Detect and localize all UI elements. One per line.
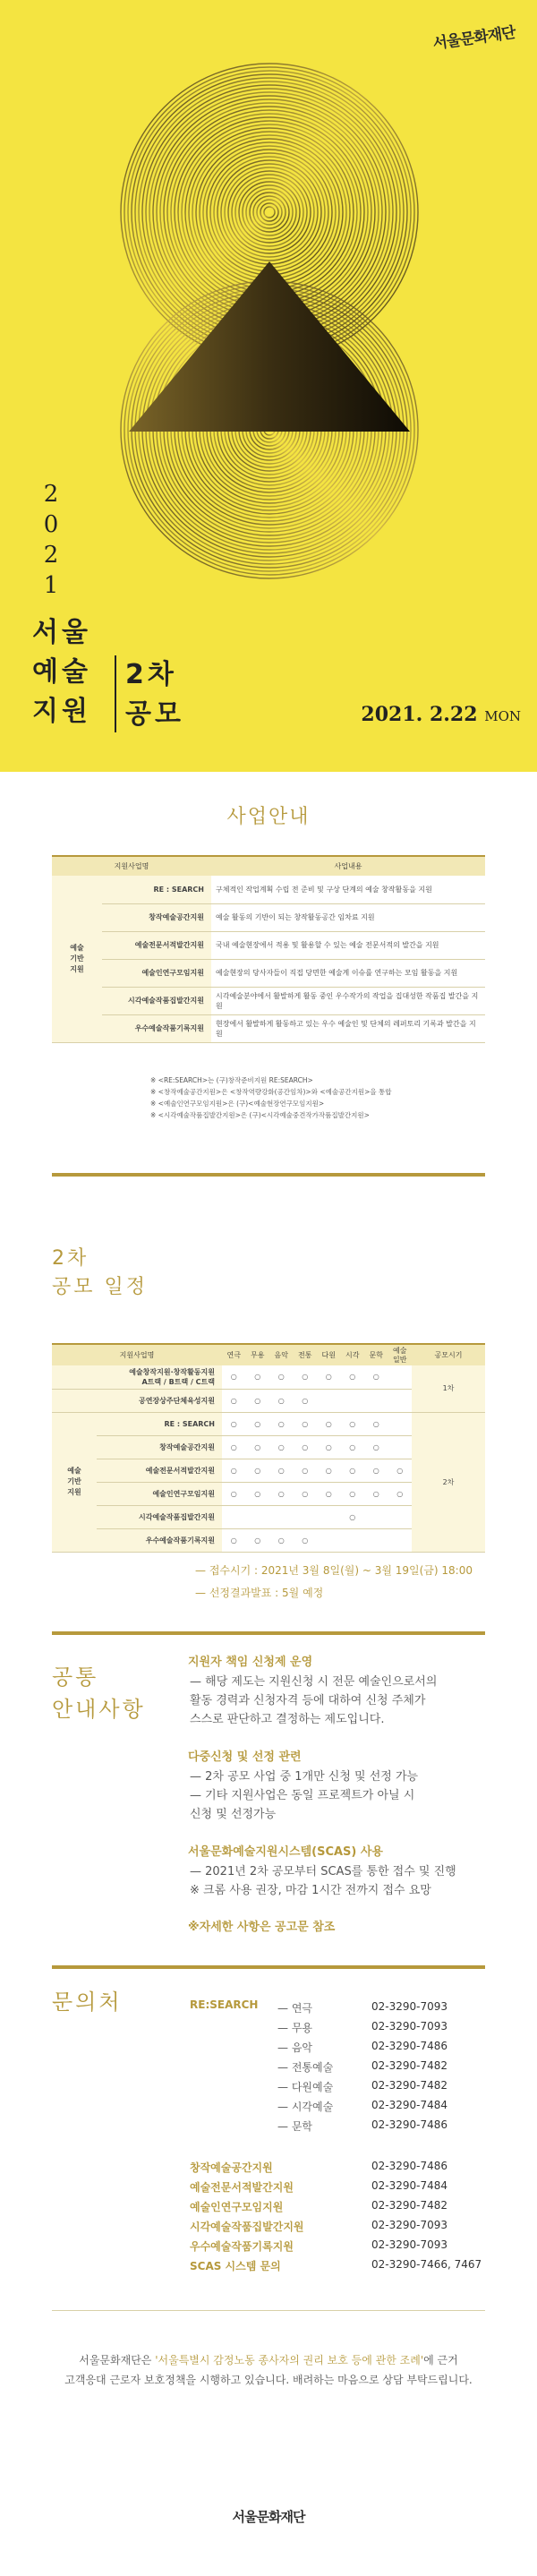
circle-mark: ○	[269, 1365, 294, 1389]
circle-mark: ○	[294, 1528, 318, 1552]
table-header-row	[52, 1344, 485, 1365]
table-row	[52, 931, 485, 959]
circle-mark: ○	[294, 1365, 318, 1389]
circle-mark: ○	[246, 1459, 270, 1482]
foundation-logo: 서울문화재단	[431, 23, 517, 54]
table-header: 문학	[364, 1344, 388, 1365]
contact-label: — 문학	[277, 2120, 312, 2133]
empty-cell	[246, 1505, 270, 1528]
table-header: 지원사업명	[52, 1344, 222, 1365]
empty-cell	[388, 1412, 413, 1435]
empty-cell	[388, 1435, 413, 1459]
circle-mark: ○	[317, 1459, 341, 1482]
empty-cell	[269, 1505, 294, 1528]
empty-cell	[388, 1505, 413, 1528]
circle-mark: ○	[269, 1459, 294, 1482]
info-line: ※ 크롬 사용 권장, 마감 1시간 전까지 접수 요망	[190, 1884, 431, 1897]
empty-cell	[317, 1528, 341, 1552]
circle-mark: ○	[294, 1389, 318, 1412]
hero-title-right	[125, 655, 184, 734]
table-row	[52, 987, 485, 1014]
empty-cell	[364, 1389, 388, 1412]
circle-mark: ○	[222, 1389, 246, 1412]
program-name: RE : SEARCH	[97, 1412, 222, 1435]
contact-label: 시각예술작품집발간지원	[190, 2221, 304, 2233]
contact-phone: 02-3290-7093	[371, 2000, 448, 2013]
table-row	[52, 1014, 485, 1042]
table-header: 연극	[222, 1344, 246, 1365]
circle-mark: ○	[364, 1459, 388, 1482]
circle-mark: ○	[294, 1459, 318, 1482]
program-name: 우수예술작품기록지원	[102, 1014, 211, 1042]
title-line: 서울	[32, 617, 91, 648]
ordinance-name: '서울특별시 감정노동 종사자의 권리 보호 등에 관한 조례'	[155, 2354, 424, 2366]
empty-cell	[388, 1389, 413, 1412]
empty-cell	[341, 1389, 365, 1412]
circle-mark: ○	[246, 1435, 270, 1459]
ring-line	[253, 196, 286, 228]
info-heading: 다중신청 및 선정 관련	[188, 1750, 302, 1764]
contact-phone: 02-3290-7093	[371, 2238, 448, 2251]
year-digit: 2	[43, 542, 59, 569]
ring-line	[225, 167, 314, 257]
circle-mark: ○	[364, 1412, 388, 1435]
program-name: 시각예술작품집발간지원	[97, 1505, 222, 1528]
info-line: — 기타 지원사업은 동일 프로젝트가 아닐 시	[190, 1789, 415, 1802]
year-digit: 1	[43, 572, 59, 599]
circle-mark: ○	[317, 1482, 341, 1505]
contact-phone: 02-3290-7093	[371, 2020, 448, 2033]
program-name: RE : SEARCH	[102, 876, 211, 903]
circle-mark: ○	[246, 1389, 270, 1412]
circle-mark: ○	[222, 1365, 246, 1389]
program-desc: 예술현장의 당사자들이 직접 당면한 예술계 이슈를 연구하는 모임 활동을 지원	[211, 959, 485, 987]
contact-label: 우수예술작품기록지원	[190, 2240, 294, 2253]
ring-line	[243, 185, 296, 239]
info-heading: ※자세한 사항은 공고문 참조	[188, 1921, 336, 1934]
contact-phone: 02-3290-7482	[371, 2079, 448, 2092]
program-name: 공연장상주단체육성지원	[52, 1389, 222, 1412]
table-header: 예술 일반	[388, 1344, 413, 1365]
hero-artwork	[59, 56, 480, 584]
circle-mark: ○	[222, 1482, 246, 1505]
footer-notice	[0, 2350, 537, 2390]
category-cell: 예술 기반 지원	[52, 1412, 97, 1552]
circle-mark: ○	[341, 1412, 365, 1435]
program-desc: 국내 예술현장에서 적용 및 활용할 수 있는 예술 전문서적의 발간을 지원	[211, 931, 485, 959]
circle-mark: ○	[222, 1435, 246, 1459]
circle-mark: ○	[341, 1459, 365, 1482]
circle-mark: ○	[269, 1435, 294, 1459]
schedule-item: — 접수시기 : 2021년 3월 8일(월) ~ 3월 19일(금) 18:00	[195, 1564, 473, 1577]
ring-line	[260, 203, 278, 221]
empty-cell	[222, 1505, 246, 1528]
section-rule	[52, 1173, 485, 1177]
round-cell: 1차	[412, 1365, 485, 1412]
ring-line	[203, 146, 336, 278]
program-name: 창작예술공간지원	[102, 903, 211, 931]
contact-phone: 02-3290-7484	[371, 2179, 448, 2192]
program-name: 예술전문서적발간지원	[97, 1459, 222, 1482]
empty-cell	[341, 1528, 365, 1552]
common-section-title	[52, 1661, 146, 1725]
title-line: 공통	[52, 1665, 99, 1690]
business-table	[52, 855, 485, 1043]
info-line: 활동 경력과 신청자격 등에 대하여 신청 주체가	[190, 1694, 426, 1707]
contact-phone: 02-3290-7482	[371, 2199, 448, 2212]
contact-phone: 02-3290-7466, 7467	[371, 2258, 482, 2271]
program-desc: 구체적인 작업계획 수립 전 준비 및 구상 단계의 예술 창작활동을 지원	[211, 876, 485, 903]
title-line: 공모	[125, 698, 184, 730]
program-desc: 시각예술분야에서 활발하게 활동 중인 우수작가의 작업을 집대성한 작품집 발간을 지원	[211, 987, 485, 1014]
title-line: 안내사항	[52, 1697, 146, 1722]
contact-label: SCAS 시스템 문의	[190, 2260, 281, 2272]
research-label: RE:SEARCH	[190, 1998, 259, 2011]
info-line: — 해당 제도는 지원신청 시 전문 예술인으로서의	[190, 1675, 438, 1689]
year-digit: 2	[43, 481, 59, 508]
footer-text: 에 근거	[423, 2354, 458, 2366]
empty-cell	[364, 1505, 388, 1528]
info-line: — 2차 공모 사업 중 1개만 신청 및 선정 가능	[190, 1770, 419, 1784]
section-rule	[52, 1631, 485, 1635]
table-header: 전통	[294, 1344, 318, 1365]
contact-section-title: 문의처	[52, 1990, 123, 2015]
business-section-title: 사업안내	[226, 806, 311, 828]
table-row	[52, 959, 485, 987]
empty-cell	[388, 1365, 413, 1389]
circle-mark: ○	[388, 1459, 413, 1482]
contact-label: — 다원예술	[277, 2081, 334, 2093]
table-header: 음악	[269, 1344, 294, 1365]
circle-mark: ○	[364, 1482, 388, 1505]
empty-cell	[317, 1389, 341, 1412]
footer-line: 고객응대 근로자 보호정책을 시행하고 있습니다. 배려하는 마음으로 상담 부탁드립니다.	[64, 2374, 473, 2386]
business-notes	[150, 1074, 391, 1121]
title-line: 2차	[52, 1247, 90, 1270]
table-header: 다원	[317, 1344, 341, 1365]
table-row	[52, 1365, 485, 1389]
contact-label: — 전통예술	[277, 2061, 334, 2074]
circle-mark: ○	[222, 1412, 246, 1435]
program-name: 우수예술작품기록지원	[97, 1528, 222, 1552]
circle-mark: ○	[246, 1412, 270, 1435]
table-row	[52, 1412, 485, 1435]
circle-mark: ○	[269, 1482, 294, 1505]
circle-mark: ○	[317, 1435, 341, 1459]
info-line: 신청 및 선정가능	[190, 1808, 277, 1821]
program-name: 예술인연구모임지원	[102, 959, 211, 987]
table-header: 지원사업명	[52, 856, 211, 876]
ring-line	[207, 150, 332, 275]
deadline-value: 2021. 2.22	[361, 703, 478, 726]
schedule-item: — 선정결과발표 : 5월 예정	[195, 1587, 324, 1599]
circle-mark: ○	[317, 1365, 341, 1389]
table-row	[52, 876, 485, 903]
program-desc: 예술 활동의 기반이 되는 창작활동공간 임차료 지원	[211, 903, 485, 931]
contact-phone: 02-3290-7093	[371, 2219, 448, 2231]
footer-line	[0, 2350, 537, 2370]
ring-line	[214, 157, 325, 268]
hero-banner	[0, 0, 537, 772]
circle-mark: ○	[294, 1435, 318, 1459]
circle-mark: ○	[222, 1459, 246, 1482]
category-label: 예술 기반 지원	[70, 943, 84, 973]
title-line: 2차	[125, 659, 177, 690]
empty-cell	[317, 1505, 341, 1528]
info-line: 스스로 판단하고 결정하는 제도입니다.	[190, 1713, 385, 1726]
note-line: ※ <RE:SEARCH>는 (구)창작준비지원 RE:SEARCH>	[150, 1076, 313, 1084]
table-header-row	[52, 856, 485, 876]
year-vertical	[38, 479, 64, 601]
circle-mark: ○	[317, 1412, 341, 1435]
table-header: 공모시기	[412, 1344, 485, 1365]
deadline-date	[361, 703, 521, 726]
ring-line	[217, 160, 321, 264]
contact-phone: 02-3290-7486	[371, 2160, 448, 2172]
note-line: ※ <예술인연구모임지원>은 (구)<예술현장연구모임지원>	[150, 1100, 325, 1108]
section-rule	[52, 2310, 485, 2311]
foundation-logo-bottom: 서울문화재단	[232, 2509, 305, 2525]
program-name: 창작예술공간지원	[97, 1435, 222, 1459]
circle-mark: ○	[341, 1482, 365, 1505]
circle-mark: ○	[246, 1528, 270, 1552]
ring-line	[264, 207, 275, 218]
empty-cell	[294, 1505, 318, 1528]
note-line: ※ <시각예술작품집발간지원>은 (구)<시각예술중견작가작품집발간지원>	[150, 1111, 370, 1119]
circle-mark: ○	[364, 1435, 388, 1459]
circle-mark: ○	[246, 1365, 270, 1389]
contact-phone: 02-3290-7484	[371, 2099, 448, 2111]
table-header: 사업내용	[211, 856, 485, 876]
ring-line	[228, 171, 311, 253]
title-line: 예술	[32, 656, 91, 688]
circle-mark: ○	[246, 1482, 270, 1505]
title-divider	[115, 655, 116, 732]
empty-cell	[388, 1528, 413, 1552]
info-heading: 지원자 책임 신청제 운영	[188, 1656, 313, 1669]
circle-mark: ○	[269, 1528, 294, 1552]
contact-phone: 02-3290-7482	[371, 2059, 448, 2072]
ring-line	[239, 182, 300, 243]
contact-phone: 02-3290-7486	[371, 2040, 448, 2052]
circle-mark: ○	[294, 1482, 318, 1505]
program-desc: 현장에서 활발하게 활동하고 있는 우수 예술인 및 단체의 레퍼토리 기록과 발간을 지원	[211, 1014, 485, 1042]
info-line: — 2021년 2차 공모부터 SCAS를 통한 접수 및 진행	[190, 1865, 456, 1879]
contact-phone: 02-3290-7486	[371, 2118, 448, 2131]
contact-label: 예술인연구모임지원	[190, 2201, 284, 2213]
year-digit: 0	[43, 511, 59, 538]
circle-mark: ○	[269, 1389, 294, 1412]
circle-mark: ○	[341, 1505, 365, 1528]
circle-mark: ○	[222, 1528, 246, 1552]
program-name: 예술전문서적발간지원	[102, 931, 211, 959]
round-cell: 2차	[412, 1412, 485, 1552]
contact-label: 예술전문서적발간지원	[190, 2181, 294, 2194]
program-name: 예술인연구모임지원	[97, 1482, 222, 1505]
schedule-table	[52, 1343, 485, 1553]
table-row	[52, 903, 485, 931]
program-name: 시각예술작품집발간지원	[102, 987, 211, 1014]
title-line: 지원	[32, 696, 91, 727]
contact-label: — 시각예술	[277, 2101, 334, 2113]
schedule-section-title	[52, 1245, 148, 1302]
section-rule	[52, 1965, 485, 1969]
table-header: 시각	[341, 1344, 365, 1365]
table-header: 무용	[246, 1344, 270, 1365]
circle-mark: ○	[341, 1435, 365, 1459]
circle-mark: ○	[388, 1482, 413, 1505]
category-cell	[52, 876, 102, 1042]
footer-text: 서울문화재단은	[79, 2354, 156, 2366]
circle-mark: ○	[364, 1365, 388, 1389]
contact-label: — 음악	[277, 2041, 312, 2054]
note-line: ※ <창작예술공간지원>은 <창작역량강화(공간임차)>와 <예술공간지원>을 통합	[150, 1088, 392, 1096]
deadline-day: MON	[484, 708, 521, 724]
contact-label: 창작예술공간지원	[190, 2161, 273, 2174]
contact-label: — 무용	[277, 2022, 312, 2034]
contact-label: — 연극	[277, 2002, 312, 2015]
info-heading: 서울문화예술지원시스템(SCAS) 사용	[188, 1845, 383, 1859]
circle-mark: ○	[269, 1412, 294, 1435]
empty-cell	[364, 1528, 388, 1552]
circle-mark: ○	[341, 1365, 365, 1389]
title-line: 공모 일정	[52, 1276, 149, 1298]
hero-title-left	[32, 613, 91, 732]
ring-line	[250, 193, 289, 232]
program-name: 예술창작지원·창작활동지원 A트랙 / B트랙 / C트랙	[52, 1365, 222, 1389]
circle-mark: ○	[294, 1412, 318, 1435]
